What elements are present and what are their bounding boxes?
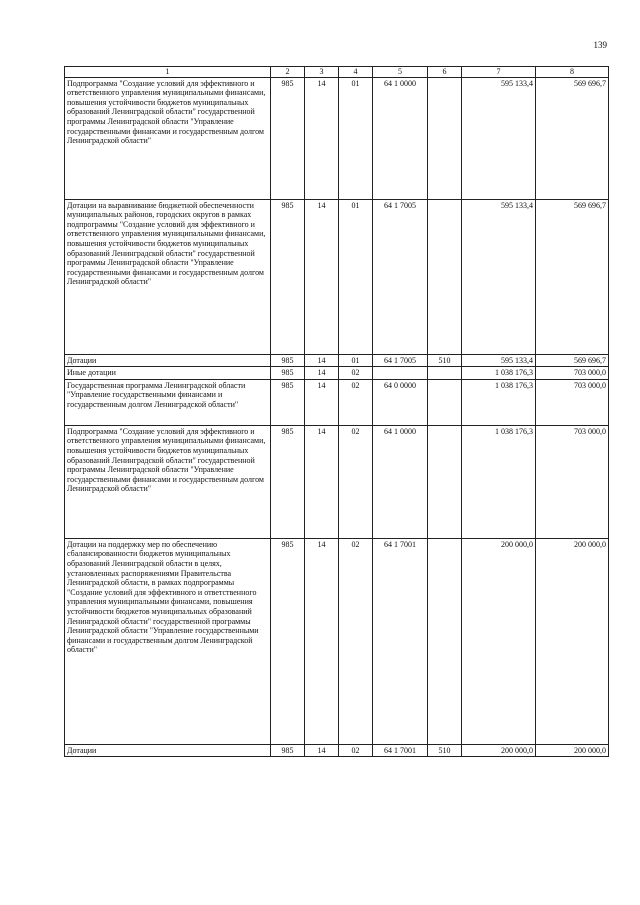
cell-col2: 985 xyxy=(271,538,305,744)
table-row xyxy=(65,199,609,354)
cell-col5: 64 1 7001 xyxy=(373,744,428,757)
cell-col7: 1 038 176,3 xyxy=(462,425,536,538)
row-name: Подпрограмма "Создание условий для эффективного и ответственного управления муниципальными финансами, повышения устойчивости бюджетов муниципальных образований Ленинградской области" государственной программы Ленинградской области "Управление государственными финансами и государственным долгом Ленинградской области" xyxy=(65,77,271,199)
cell-col3: 14 xyxy=(305,77,339,199)
cell-col2: 985 xyxy=(271,199,305,354)
column-header: 4 xyxy=(339,67,373,78)
cell-col2: 985 xyxy=(271,354,305,367)
cell-col4: 02 xyxy=(339,367,373,380)
row-name: Дотации на выравнивание бюджетной обеспеченности муниципальных районов, городских округов в рамках подпрограммы "Создание условий для эффективного и ответственного управления муниципальными финансами, повышения устойчивости бюджетов муниципальных образований Ленинградской области" государственной программы Ленинградской области "Управление государственными финансами и государственным долгом Ленинградской области" xyxy=(65,199,271,354)
cell-col8: 569 696,7 xyxy=(536,199,609,354)
column-header: 6 xyxy=(428,67,462,78)
column-header: 3 xyxy=(305,67,339,78)
row-name: Дотации на поддержку мер по обеспечению сбалансированности бюджетов муниципальных образований Ленинградской области в целях, установленных распоряжениями Правительства Ленинградской области, в рамках подпрограммы "Создание условий для эффективного и ответственного управления муниципальными финансами, повышения устойчивости бюджетов муниципальных образований Ленинградской области" государственной программы Ленинградской области "Управление государственными финансами и государственным долгом Ленинградской области" xyxy=(65,538,271,744)
table-row xyxy=(65,77,609,199)
cell-col2: 985 xyxy=(271,425,305,538)
cell-col3: 14 xyxy=(305,744,339,757)
cell-col8: 703 000,0 xyxy=(536,379,609,425)
table-row xyxy=(65,425,609,538)
cell-col4: 01 xyxy=(339,77,373,199)
table-row xyxy=(65,354,609,367)
column-header: 2 xyxy=(271,67,305,78)
cell-col7: 1 038 176,3 xyxy=(462,379,536,425)
budget-table xyxy=(64,66,609,757)
cell-col7: 595 133,4 xyxy=(462,77,536,199)
cell-col2: 985 xyxy=(271,379,305,425)
cell-col8: 200 000,0 xyxy=(536,744,609,757)
row-name: Дотации xyxy=(65,744,271,757)
cell-col2: 985 xyxy=(271,77,305,199)
row-name: Дотации xyxy=(65,354,271,367)
cell-col6: 510 xyxy=(428,354,462,367)
row-name: Иные дотации xyxy=(65,367,271,380)
cell-col5 xyxy=(373,367,428,380)
cell-col5: 64 1 7005 xyxy=(373,354,428,367)
cell-col5: 64 0 0000 xyxy=(373,379,428,425)
cell-col7: 595 133,4 xyxy=(462,199,536,354)
row-name: Подпрограмма "Создание условий для эффективного и ответственного управления муниципальными финансами, повышения устойчивости бюджетов муниципальных образований Ленинградской области" государственной программы Ленинградской области "Управление государственными финансами и государственным долгом Ленинградской области" xyxy=(65,425,271,538)
cell-col6 xyxy=(428,367,462,380)
cell-col3: 14 xyxy=(305,379,339,425)
cell-col6 xyxy=(428,425,462,538)
cell-col5: 64 1 0000 xyxy=(373,425,428,538)
column-header: 7 xyxy=(462,67,536,78)
cell-col6 xyxy=(428,538,462,744)
cell-col3: 14 xyxy=(305,367,339,380)
column-number-row xyxy=(65,67,609,78)
cell-col7: 200 000,0 xyxy=(462,744,536,757)
cell-col5: 64 1 7001 xyxy=(373,538,428,744)
cell-col2: 985 xyxy=(271,367,305,380)
cell-col5: 64 1 0000 xyxy=(373,77,428,199)
column-header: 1 xyxy=(65,67,271,78)
cell-col7: 1 038 176,3 xyxy=(462,367,536,380)
cell-col8: 569 696,7 xyxy=(536,77,609,199)
cell-col6 xyxy=(428,77,462,199)
page-number: 139 xyxy=(593,40,607,50)
cell-col5: 64 1 7005 xyxy=(373,199,428,354)
cell-col6 xyxy=(428,199,462,354)
cell-col8: 703 000,0 xyxy=(536,367,609,380)
cell-col6: 510 xyxy=(428,744,462,757)
cell-col4: 01 xyxy=(339,354,373,367)
row-name: Государственная программа Ленинградской области "Управление государственными финансами и государственным долгом Ленинградской области" xyxy=(65,379,271,425)
table-row xyxy=(65,538,609,744)
cell-col3: 14 xyxy=(305,199,339,354)
cell-col6 xyxy=(428,379,462,425)
cell-col3: 14 xyxy=(305,425,339,538)
cell-col3: 14 xyxy=(305,538,339,744)
cell-col4: 02 xyxy=(339,379,373,425)
cell-col7: 595 133,4 xyxy=(462,354,536,367)
cell-col4: 01 xyxy=(339,199,373,354)
cell-col8: 703 000,0 xyxy=(536,425,609,538)
table-row xyxy=(65,744,609,757)
cell-col8: 569 696,7 xyxy=(536,354,609,367)
cell-col4: 02 xyxy=(339,744,373,757)
cell-col8: 200 000,0 xyxy=(536,538,609,744)
table-row xyxy=(65,379,609,425)
column-header: 8 xyxy=(536,67,609,78)
cell-col2: 985 xyxy=(271,744,305,757)
cell-col7: 200 000,0 xyxy=(462,538,536,744)
column-header: 5 xyxy=(373,67,428,78)
table-row xyxy=(65,367,609,380)
cell-col4: 02 xyxy=(339,425,373,538)
cell-col3: 14 xyxy=(305,354,339,367)
cell-col4: 02 xyxy=(339,538,373,744)
